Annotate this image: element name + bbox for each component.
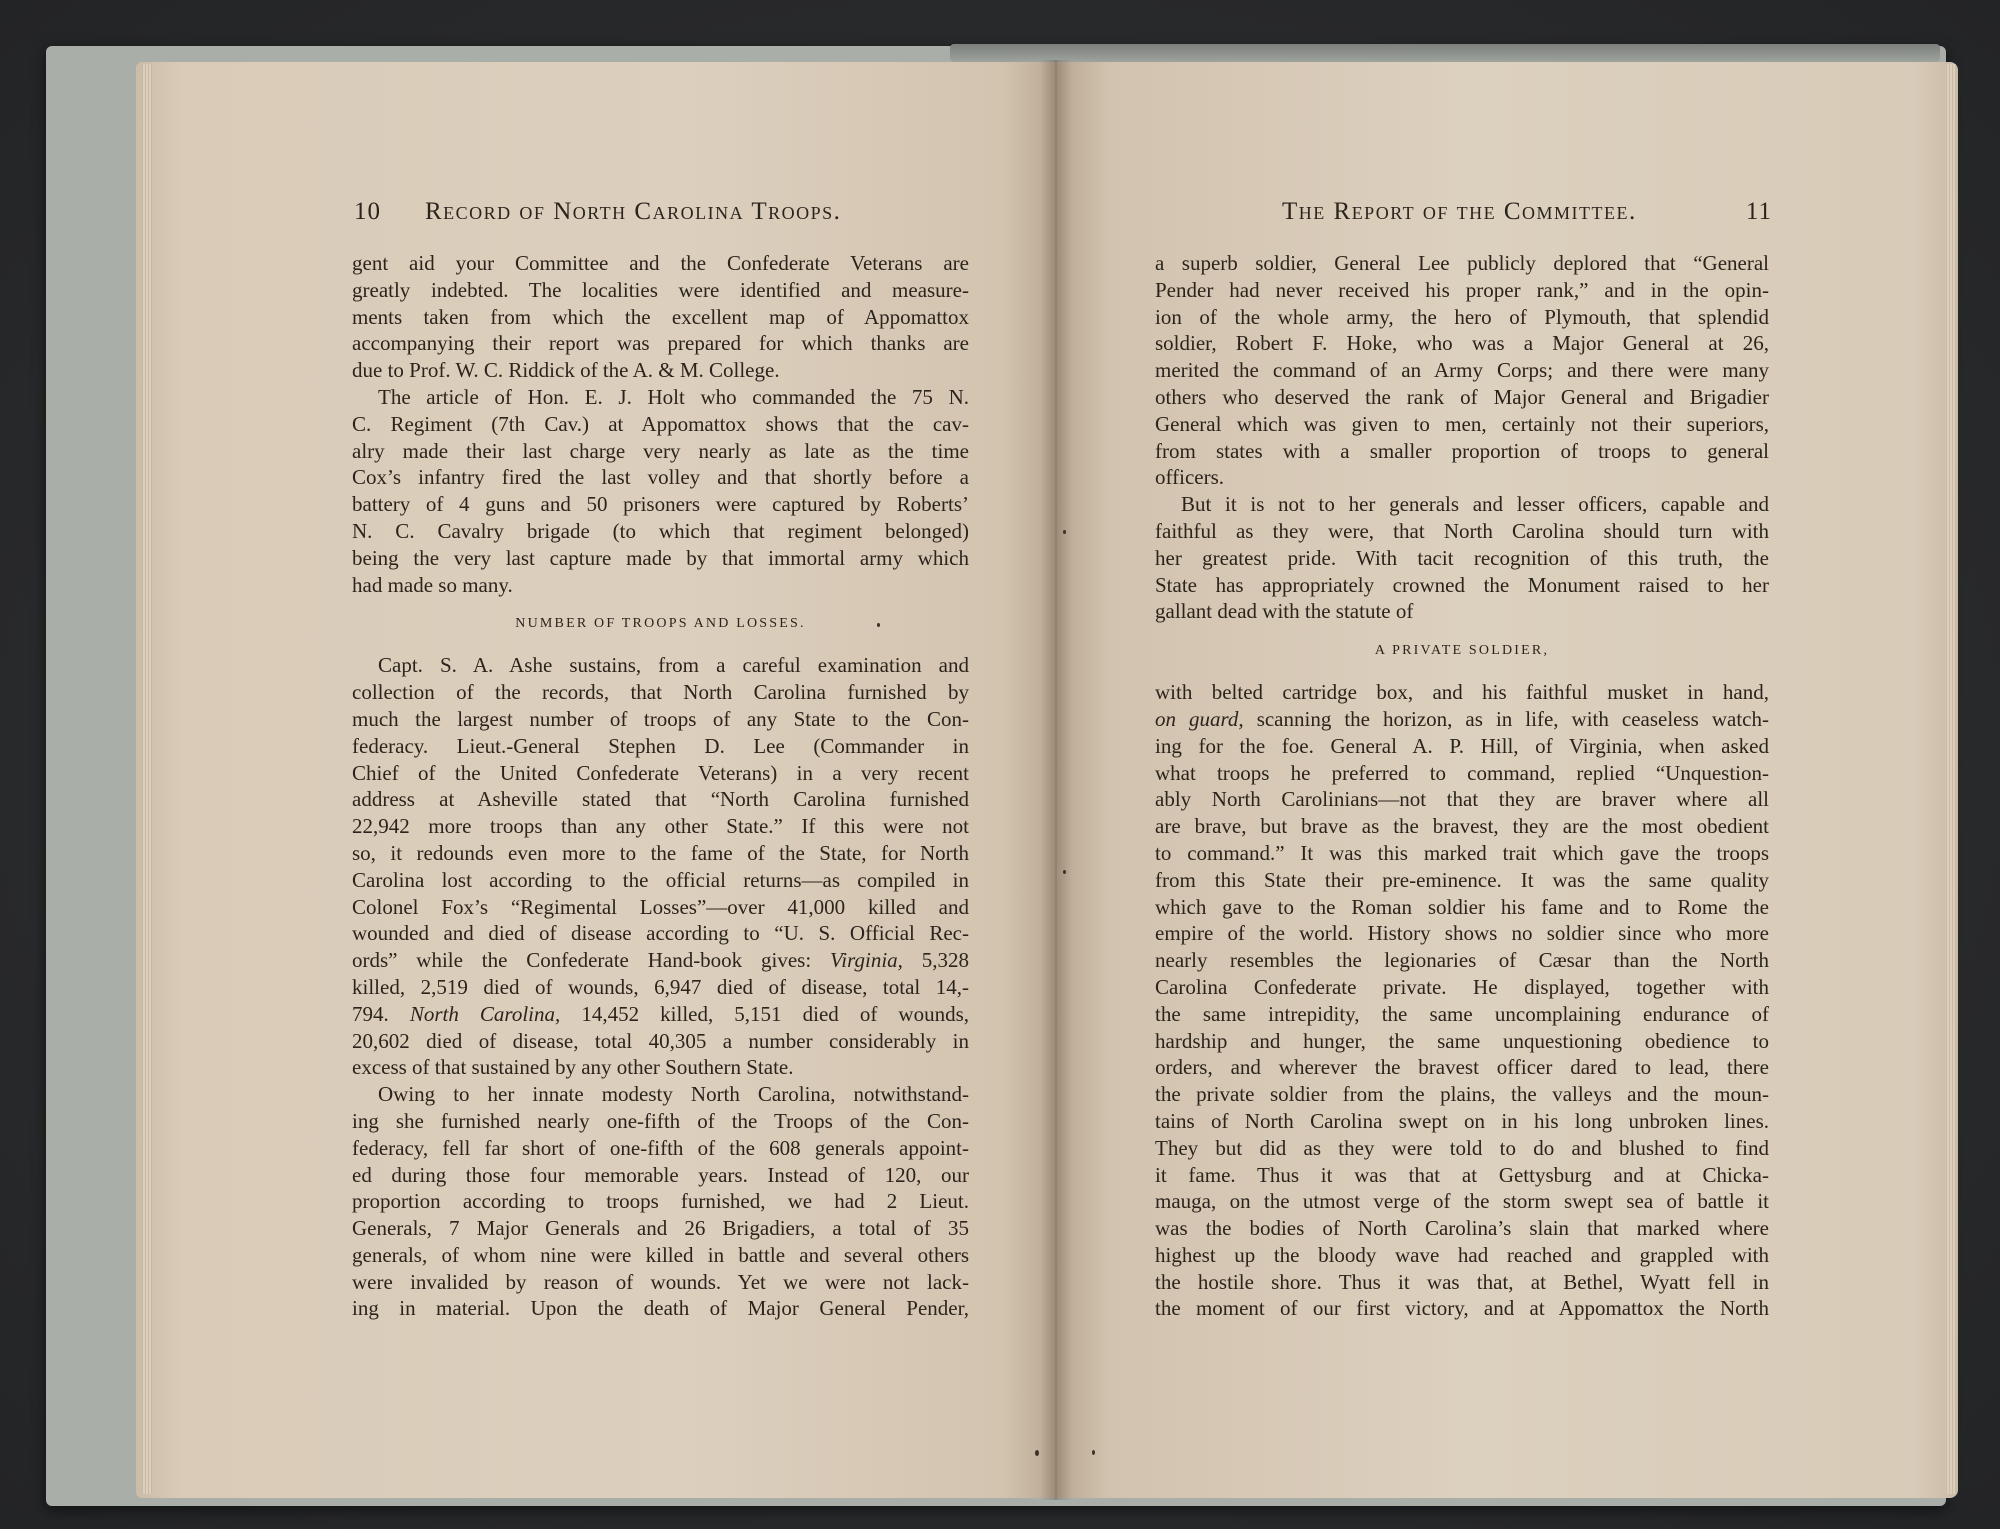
text-line: ed during those four memorable years. Instead of 120, our — [352, 1162, 969, 1187]
text-line: Carolina lost according to the official returns—as compiled in — [352, 867, 969, 892]
text-line: it fame. Thus it was that at Gettysburg and at Chicka- — [1155, 1162, 1769, 1187]
text-line: empire of the world. History shows no soldier since who more — [1155, 921, 1769, 946]
italic-state-name: North Carolina, — [409, 1001, 561, 1026]
left-page-edges — [142, 64, 152, 1494]
book-spine-top — [950, 44, 1940, 62]
right-page-edges — [1946, 64, 1956, 1494]
text-line — [352, 1001, 969, 1028]
book-gutter — [1040, 60, 1072, 1500]
text-line: ably North Carolinians—not that they are braver where all — [1155, 787, 1769, 812]
text-line: Cox’s infantry fired the last volley and that shortly before a — [352, 465, 969, 490]
text-line: with belted cartridge box, and his faithful musket in hand, — [1155, 680, 1769, 705]
text-segment: 14,452 killed, 5,151 died of wounds, — [581, 1001, 970, 1026]
text-line: ments taken from which the excellent map of Appomattox — [352, 304, 969, 329]
italic-phrase: on guard, — [1155, 706, 1244, 731]
text-line: Colonel Fox’s “Regimental Losses”—over 41,000 killed and — [352, 894, 969, 919]
text-line: 20,602 died of disease, total 40,305 a number considerably in — [352, 1028, 969, 1053]
text-line: ing in material. Upon the death of Major General Pender, — [352, 1296, 969, 1321]
paper-speck — [877, 623, 880, 627]
text-line: greatly indebted. The localities were identified and measure- — [352, 277, 969, 302]
text-line: Owing to her innate modesty North Carolina, notwithstand- — [378, 1082, 969, 1107]
text-line: which gave to the Roman soldier his fame and to Rome the — [1155, 894, 1769, 919]
text-line: General which was given to men, certainly not their superiors, — [1155, 411, 1769, 436]
text-line: to command.” It was this marked trait which gave the troops — [1155, 840, 1769, 865]
text-segment: scanning the horizon, as in life, with ceaseless watch- — [1256, 706, 1769, 731]
text-line: federacy. Lieut.-General Stephen D. Lee (Commander in — [352, 733, 969, 758]
text-line: nearly resembles the legionaries of Cæsar than the North — [1155, 948, 1769, 973]
text-line: a superb soldier, General Lee publicly deplored that “General — [1155, 251, 1769, 275]
text-line: faithful as they were, that North Carolina should turn with — [1155, 518, 1769, 543]
right-running-head: The Report of the Committee. — [1282, 198, 1637, 225]
text-line: her greatest pride. With tacit recognition of this truth, the — [1155, 545, 1769, 570]
text-line: Chief of the United Confederate Veterans) in a very recent — [352, 760, 969, 785]
text-line — [1155, 706, 1769, 733]
right-page-number: 11 — [1745, 198, 1772, 225]
left-text-column — [352, 250, 969, 1322]
italic-state-name: Virginia, — [830, 948, 903, 973]
text-line: N. C. Cavalry brigade (to which that regiment belonged) — [352, 518, 969, 543]
text-line: officers. — [1155, 465, 1224, 490]
text-line: federacy, fell far short of one-fifth of the 608 generals appoint- — [352, 1135, 969, 1160]
paper-speck — [1063, 870, 1066, 874]
text-line: alry made their last charge very nearly as late as the time — [352, 438, 969, 463]
text-segment: 5,328 — [921, 948, 969, 973]
text-line: proportion according to troops furnished, we had 2 Lieut. — [352, 1189, 969, 1214]
left-running-header — [354, 198, 966, 232]
text-line: what troops he preferred to command, replied “Unquestion- — [1155, 760, 1769, 785]
text-line: the hostile shore. Thus it was that, at Bethel, Wyatt fell in — [1155, 1269, 1769, 1294]
right-running-header — [1282, 198, 1772, 232]
text-line: They but did as they were told to do and blushed to find — [1155, 1135, 1769, 1160]
text-line: others who deserved the rank of Major General and Brigadier — [1155, 384, 1769, 409]
section-heading: NUMBER OF TROOPS AND LOSSES. — [515, 616, 806, 632]
text-line: are brave, but brave as the bravest, they are the most obedient — [1155, 814, 1769, 839]
text-line: highest up the bloody wave had reached and grappled with — [1155, 1242, 1769, 1267]
text-line: the same intrepidity, the same uncomplaining endurance of — [1155, 1001, 1769, 1026]
paper-speck — [1092, 1450, 1095, 1455]
text-line: ing for the foe. General A. P. Hill, of Virginia, when asked — [1155, 733, 1769, 758]
text-line: C. Regiment (7th Cav.) at Appomattox shows that the cav- — [352, 411, 969, 436]
text-line — [352, 947, 969, 974]
text-line: address at Asheville stated that “North Carolina furnished — [352, 787, 969, 812]
text-line: orders, and wherever the bravest officer dared to lead, there — [1155, 1055, 1769, 1080]
paper-speck — [1063, 530, 1066, 534]
text-line: was the bodies of North Carolina’s slain that marked where — [1155, 1216, 1769, 1241]
text-line: the moment of our first victory, and at Appomattox the North — [1155, 1296, 1769, 1321]
text-line: ing she furnished nearly one-fifth of the Troops of the Con- — [352, 1108, 969, 1133]
text-line: tains of North Carolina swept on in his long unbroken lines. — [1155, 1108, 1769, 1133]
text-line: The article of Hon. E. J. Holt who commanded the 75 N. — [378, 384, 969, 409]
text-line: merited the command of an Army Corps; and there were many — [1155, 358, 1769, 383]
text-line: from states with a smaller proportion of troops to general — [1155, 438, 1769, 463]
text-segment: ords” while the Confederate Hand-book gives: — [352, 948, 812, 973]
text-line: gent aid your Committee and the Confederate Veterans are — [352, 251, 969, 275]
text-line: due to Prof. W. C. Riddick of the A. & M. College. — [352, 358, 780, 383]
text-line: were invalided by reason of wounds. Yet we were not lack- — [352, 1269, 969, 1294]
text-line: mauga, on the utmost verge of the storm swept sea of battle it — [1155, 1189, 1769, 1214]
text-line: being the very last capture made by that immortal army which — [352, 545, 969, 570]
text-line: Pender had never received his proper rank,” and in the opin- — [1155, 277, 1769, 302]
text-line: But it is not to her generals and lesser officers, capable and — [1181, 492, 1769, 517]
text-line: had made so many. — [352, 572, 513, 597]
text-line: 22,942 more troops than any other State.” If this were not — [352, 814, 969, 839]
section-heading: A PRIVATE SOLDIER, — [1374, 643, 1550, 659]
text-line: soldier, Robert F. Hoke, who was a Major General at 26, — [1155, 331, 1769, 356]
text-line: killed, 2,519 died of wounds, 6,947 died of disease, total 14,- — [352, 974, 969, 999]
text-line: much the largest number of troops of any State to the Con- — [352, 706, 969, 731]
text-segment: 794. — [352, 1001, 389, 1026]
text-line: battery of 4 guns and 50 prisoners were captured by Roberts’ — [352, 492, 969, 517]
left-running-head: Record of North Carolina Troops. — [425, 198, 842, 225]
paper-speck — [1035, 1450, 1039, 1456]
text-line: from this State their pre-eminence. It was the same quality — [1155, 867, 1769, 892]
left-page-number: 10 — [354, 198, 381, 225]
text-line: generals, of whom nine were killed in battle and several others — [352, 1242, 969, 1267]
text-line: collection of the records, that North Carolina furnished by — [352, 680, 969, 705]
text-line: gallant dead with the statute of — [1155, 599, 1414, 624]
text-line: wounded and died of disease according to “U. S. Official Rec- — [352, 921, 969, 946]
text-line: the private soldier from the plains, the valleys and the moun- — [1155, 1082, 1769, 1107]
text-line: State has appropriately crowned the Monument raised to her — [1155, 572, 1769, 597]
text-line: ion of the whole army, the hero of Plymouth, that splendid — [1155, 304, 1769, 329]
text-line: excess of that sustained by any other Southern State. — [352, 1055, 794, 1080]
right-text-column — [1155, 250, 1769, 1322]
text-line: Carolina Confederate private. He displayed, together with — [1155, 974, 1769, 999]
text-line: Generals, 7 Major Generals and 26 Brigadiers, a total of 35 — [352, 1216, 969, 1241]
text-line: Capt. S. A. Ashe sustains, from a careful examination and — [378, 653, 969, 678]
text-line: hardship and hunger, the same unquestioning obedience to — [1155, 1028, 1769, 1053]
text-line: accompanying their report was prepared for which thanks are — [352, 331, 969, 356]
text-line: so, it redounds even more to the fame of the State, for North — [352, 840, 969, 865]
